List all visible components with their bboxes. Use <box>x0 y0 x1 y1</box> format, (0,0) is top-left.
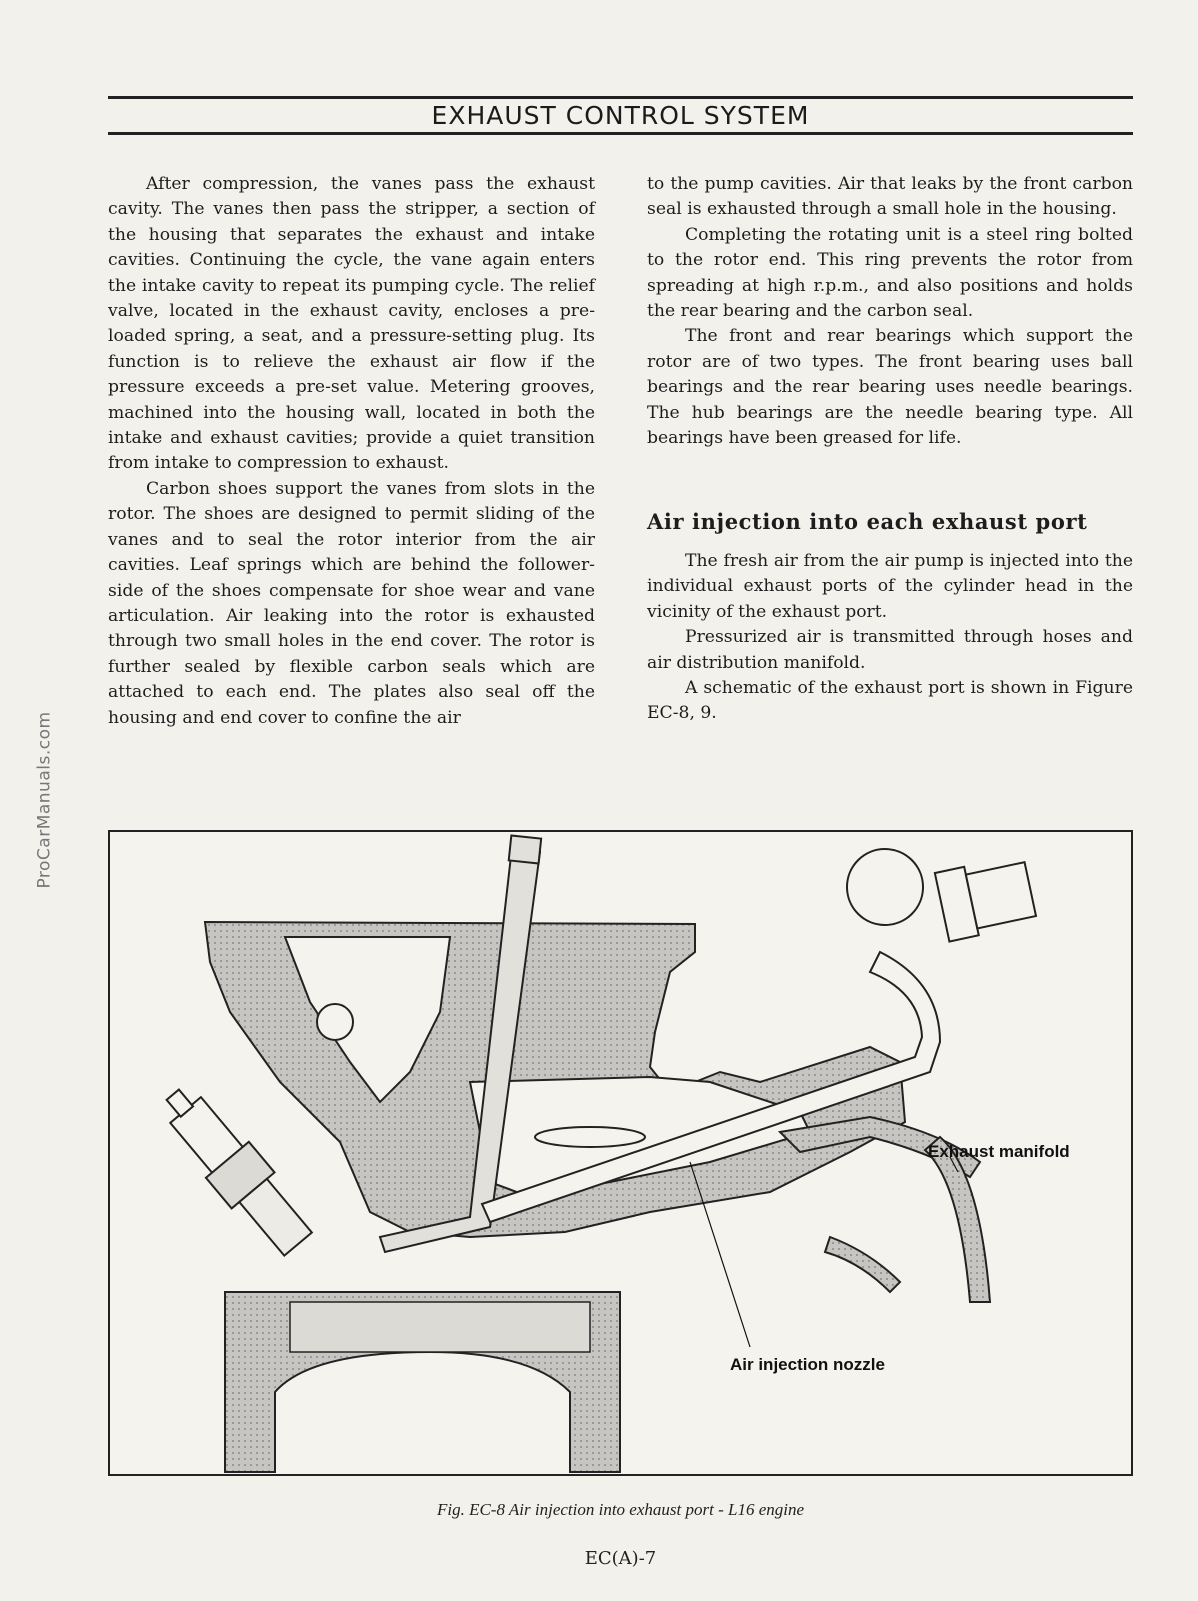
section-heading: Air injection into each exhaust port <box>647 509 1088 535</box>
paragraph: The front and rear bearings which support the rotor are of two types. The front bearing uses ball bearings and the rear bearing uses needle bearings. The hub bearings are the needle bearing type. All bearings have been greased for life. <box>647 326 1133 449</box>
figure-caption: Fig. EC-8 Air injection into exhaust port - L16 engine <box>436 1500 805 1519</box>
label-air-injection-nozzle: Air injection nozzle <box>730 1355 885 1374</box>
watermark <box>10 700 80 900</box>
manifold-gasket <box>825 1237 900 1292</box>
paragraph: A schematic of the exhaust port is shown in Figure EC-8, 9. <box>647 677 1133 724</box>
right-column <box>647 172 1133 727</box>
valve-tip <box>509 835 541 863</box>
paragraph: The fresh air from the air pump is injected into the individual exhaust ports of the cylinder head in the vicinity of the exhaust port. <box>647 550 1133 622</box>
header-rule-top <box>108 96 1133 99</box>
oil-gallery <box>317 1004 353 1040</box>
paragraph: Carbon shoes support the vanes from slots in the rotor. The shoes are designed to permit sliding of the vanes and to seal the rotor interior from the air cavities. Leaf springs which are behind the follower-side of the shoes compensate for shoe wear and vane articulation. Air leaking into the rotor is exhausted through two small holes in the end cover. The rotor is further sealed by flexible carbon seals which are attached to each end. The plates also seal off the housing and end cover to confine the air <box>108 478 595 728</box>
paragraph: After compression, the vanes pass the exhaust cavity. The vanes then pass the stripper, a section of the housing that separates the exhaust and intake cavities. Continuing the cycle, the vane again enters the intake cavity to repeat its pumping cycle. The relief valve, located in the exhaust cavity, encloses a pre-loaded spring, a seat, and a pressure-setting plug. Its function is to relieve the exhaust air flow if the pressure exceeds a pre-set value. Metering grooves, machined into the housing wall, located in both the intake and exhaust cavities; provide a quiet transition from intake to compression to exhaust. <box>108 174 595 474</box>
header-rule-bottom <box>108 132 1133 135</box>
left-column <box>108 172 595 731</box>
coolant-passage <box>535 1127 645 1147</box>
paragraph: to the pump cavities. Air that leaks by the front carbon seal is exhausted through a small hole in the housing. <box>647 174 1133 220</box>
label-exhaust-manifold: Exhaust manifold <box>928 1142 1070 1161</box>
pipe-connector <box>935 854 1038 941</box>
page-number: EC(A)-7 <box>584 1548 657 1569</box>
spark-plug <box>151 1077 319 1262</box>
pipe-elbow-fitting <box>847 849 923 925</box>
page-title: EXHAUST CONTROL SYSTEM <box>431 101 810 130</box>
paragraph: Completing the rotating unit is a steel ring bolted to the rotor end. This ring prevents the rotor from spreading at high r.p.m., and also positions and holds the rear bearing and the carbon seal. <box>647 224 1133 322</box>
figure-exhaust-port-diagram <box>108 830 1133 1476</box>
watermark-text: ProCarManuals.com <box>35 711 55 889</box>
piston <box>290 1302 590 1352</box>
paragraph: Pressurized air is transmitted through hoses and air distribution manifold. <box>647 627 1133 673</box>
